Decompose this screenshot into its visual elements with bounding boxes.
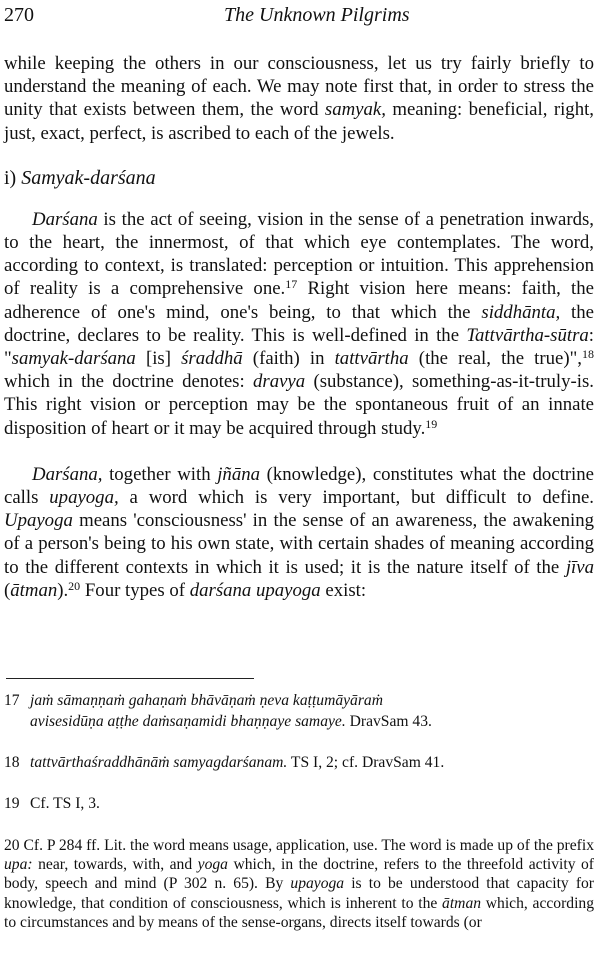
footnote-ref-20: 20 [68,578,81,593]
footnote-ref-19: 19 [425,416,438,431]
running-title: The Unknown Pilgrims [224,4,410,26]
footnote-ref-17: 17 [285,277,298,292]
page-number: 270 [4,4,34,26]
footnote-18: 18 tattvārthaśraddhānāṁ samyagdarśanam. TS I, 2; cf. DravSam 41. [4,754,445,771]
main-text [4,52,594,602]
footnote-ref-18: 18 [581,347,594,362]
paragraph-intro: while keeping the others in our consciousness, let us try fairly briefly to understand the meaning of each. We may note first that, in order to stress the unity that exists between them, the word samyak, meaning: beneficial, right, just, exact, perfect, is ascribed to each of the jewels. [4,53,595,144]
section-heading: i) Samyak-darśana [4,166,156,189]
paragraph-upayoga: Darśana, together with jñāna (knowledge), constitutes what the doctrine calls upayoga, a word which is very important, but difficult to define. Upayoga means 'consciousness' in the sense of an awareness, the awakening of a person's being to his own state, with certain shades of meaning according to the different contexts in which it is used; it is the nature itself of the jīva (ātman).$^{20}$ Four types of darśana upayoga exist: [4,463,594,601]
paragraph-darsana: Darśana is the act of seeing, vision in the sense of a penetration inwards, to the heart, the innermost, of that which eye contemplates. The word, according to context, is translated: perception or intuition. This apprehension of reality is a comprehensive one.$^{17}$ Right vision here means: faith, the adherence of one's mind, one's being, to that which the siddhānta, the doctrine, declares to be reality. This is well-defined in the Tattvārtha-sūtra: "samyak-darśana [is] śraddhā (faith) in tattvārtha (the real, the true)",$^{18}$ which in the doctrine denotes: dravya (substance), something-as-it-truly-is. This right vision or perception may be the spontaneous fruit of an innate disposition of heart or it may be acquired through study.$^{19}$ [4,208,594,439]
footnotes [4,690,594,947]
footnote-20: 20 Cf. P 284 ff. Lit. the word means usage, application, use. The word is made up of the prefix upa: near, towards, with, and yoga which, in the doctrine, refers to the threefold activity of body, speech and mind (P 302 n. 65). By upayoga is to be understood that capacity for knowledge, that condition of consciousness, which is inherent to the ātman which, according to circumstances and by means of the sense-organs, directs itself towards (or [4,837,594,931]
footnote-17: 17 jaṁ sāmaṇṇaṁ gahaṇaṁ bhāvāṇaṁ ṇeva kaṭṭumāyāraṁ avisesidūṇa aṭṭhe daṁsaṇamidi bhaṇṇaye samaye. DravSam 43. [4,692,432,730]
footnote-19: 19 Cf. TS I, 3. [4,795,100,812]
page-header [4,4,590,28]
footnote-divider [6,678,254,679]
